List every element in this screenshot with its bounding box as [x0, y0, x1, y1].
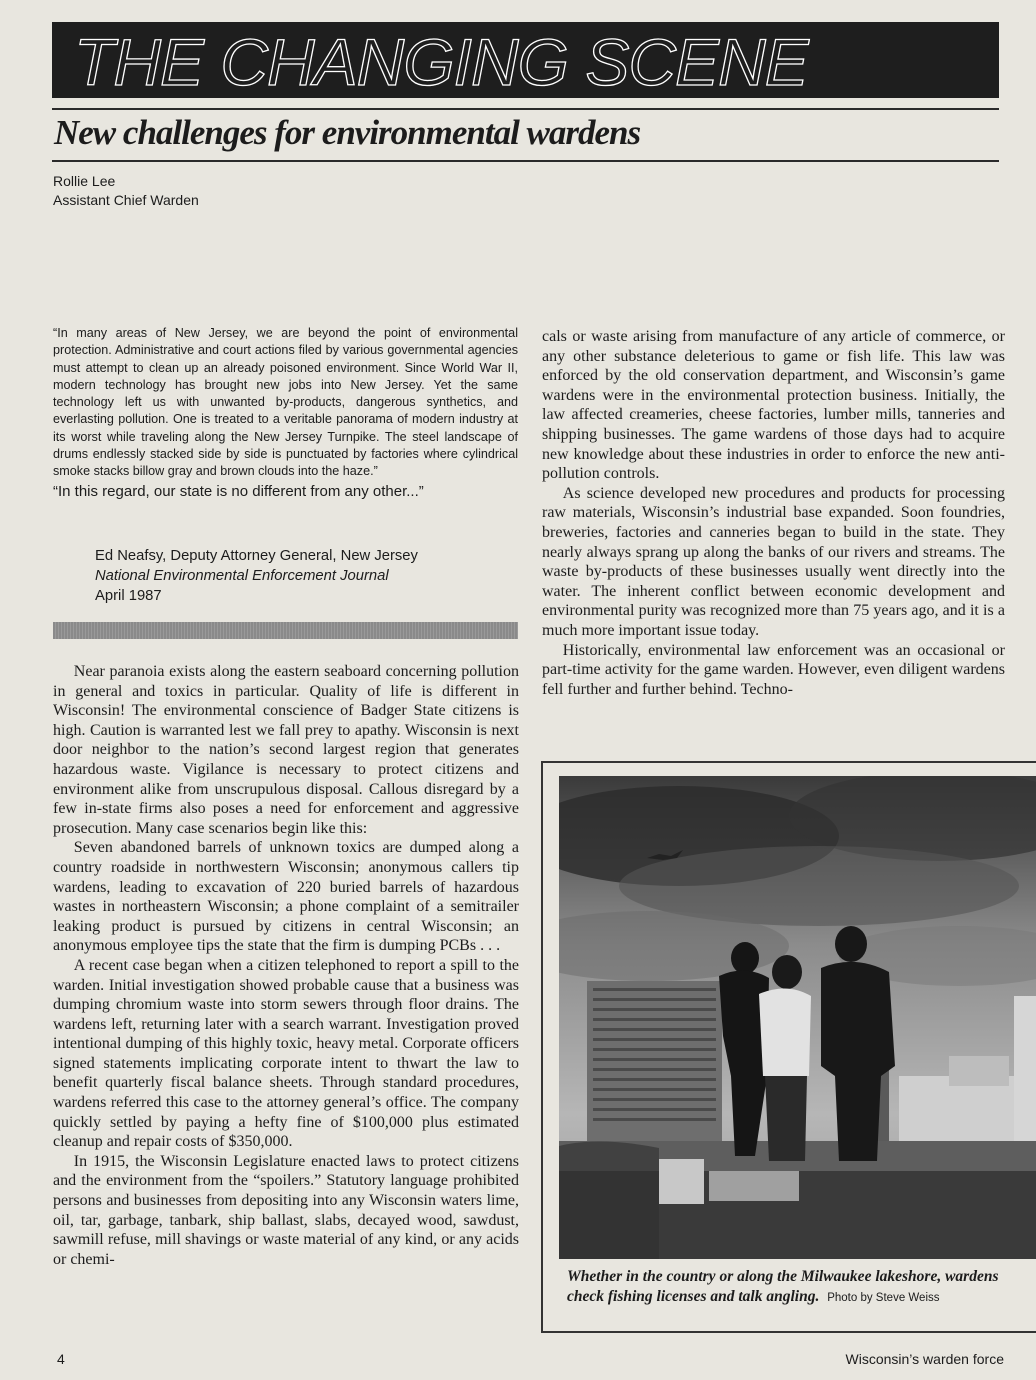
body-paragraph: A recent case began when a citizen telephoned to report a spill to the warden. Initial investigation showed probable cause that a business was dumping chromium waste into storm sewers through floor drains. The wardens left, returning later with a search warrant. Investigation proved intentional dumping of this highly toxic, heavy metal. Corporate officers signed statements implicating corporate intent to thwart the law to benefit quarterly fiscal balance sheets. Through standard procedures, wardens referred this case to the attorney general’s office. The company quickly settled by paying a hefty fine of $100,000 plus estimated cleanup and repair costs of $350,000.	[53, 956, 519, 1151]
article-headline: New challenges for environmental wardens	[54, 113, 641, 152]
epigraph-paragraph: “In this regard, our state is no different from any other...”	[53, 482, 424, 500]
author-title: Assistant Chief Warden	[53, 192, 199, 208]
byline	[53, 172, 199, 210]
attribution-publication: National Environmental Enforcement Journal	[95, 568, 389, 584]
photo-caption	[567, 1267, 1007, 1308]
author-name: Rollie Lee	[53, 173, 116, 189]
section-banner-title: THE CHANGING SCENE	[74, 25, 808, 98]
body-paragraph: Seven abandoned barrels of unknown toxics are dumped along a country roadside in northwestern Wisconsin; anonymous callers tip wardens, leading to excavation of 220 buried barrels of hazardous wastes in northeastern Wisconsin; a phone complaint of a semitrailer leaking product is pursued by citizens in central Wisconsin; an anonymous employee tips the state that the firm is dumping PCBs . . .	[53, 839, 519, 955]
caption-text: Whether in the country or along the Milwaukee lakeshore, wardens check fishing licenses and talk angling.	[567, 1268, 999, 1305]
body-column-left	[53, 662, 519, 1269]
headline-top-rule	[52, 108, 999, 110]
section-banner	[52, 22, 999, 98]
epigraph-attribution	[95, 546, 418, 606]
body-paragraph: Historically, environmental law enforcement was an occasional or part-time activity for the game warden. However, even diligent wardens fell further and further behind. Techno-	[542, 641, 1005, 698]
body-paragraph: Near paranoia exists along the eastern seaboard concerning pollution in general and toxics in particular. Quality of life is different in Wisconsin! The environmental conscience of Badger State citizens is high. Caution is warranted lest we fall prey to apathy. Wisconsin is next door neighbor to the nation’s second largest region that generates hazardous waste. Vigilance is necessary to protect citizens and environment alike from unscrupulous disposal. Callous disregard by a few in-state firms also poses a need for enforcement and aggressive prosecution. Many case scenarios begin like this:	[53, 663, 519, 837]
photo-frame	[541, 761, 1036, 1333]
photo-credit: Photo by Steve Weiss	[827, 1292, 940, 1304]
body-paragraph: cals or waste arising from manufacture of any article of commerce, or any other substance deleterious to game or fish life. This law was enforced by the old conservation department, and Wisconsin’s game wardens were in the environmental protection business. Initially, the law affected creameries, cheese factories, lumber mills, tanneries and shipping businesses. The game wardens of those days had to acquire new knowledge about these industries in order to enforce the new anti-pollution controls.	[542, 328, 1005, 483]
lakeshore-photo	[559, 776, 1036, 1259]
body-paragraph: In 1915, the Wisconsin Legislature enacted laws to protect citizens and the environment from the “spoilers.” Statutory language prohibited persons and businesses from depositing into any Wisconsin waters lime, oil, tar, garbage, tanbark, ship ballast, slabs, decayed wood, sawdust, sawmill refuse, mill shavings or waste material of any kind, or any acids or chemi-	[53, 1152, 519, 1268]
body-column-right	[542, 327, 1005, 699]
footer-publication: Wisconsin’s warden force	[845, 1351, 1004, 1367]
body-paragraph: As science developed new procedures and products for processing raw materials, Wisconsin’s industrial base expanded. Soon foundries, breweries, factories and canneries began to build in the state. They nearly always sprang up along the banks of our rivers and streams. The waste by-products of these businesses usually went directly into the water. The inherent conflict between economic development and environmental purity was recognized more than 75 years ago, and it is a much more important issue today.	[542, 484, 1005, 639]
epigraph-paragraph: “In many areas of New Jersey, we are beyond the point of environmental protection. Administrative and court actions filed by various governmental agencies must attempt to clean up an already poisoned environment. Since World War II, modern technology has brought new jobs into New Jersey. Yet the same technology left us with unwanted by-products, dangerous synthetics, and everlasting pollution. One is treated to a veritable panorama of modern industry at its worst while traveling along the New Jersey Turnpike. The steel landscape of drums endlessly stacked side by side is punctuated by factories where cylindrical smoke stacks billow gray and brown clouds into the haze.”	[53, 326, 518, 479]
attribution-date: April 1987	[95, 588, 162, 604]
decorative-divider-bar	[53, 622, 518, 639]
page-number: 4	[57, 1351, 65, 1367]
attribution-author: Ed Neafsy, Deputy Attorney General, New Jersey	[95, 548, 418, 564]
headline-bottom-rule	[52, 160, 999, 162]
epigraph-quote	[53, 325, 518, 502]
